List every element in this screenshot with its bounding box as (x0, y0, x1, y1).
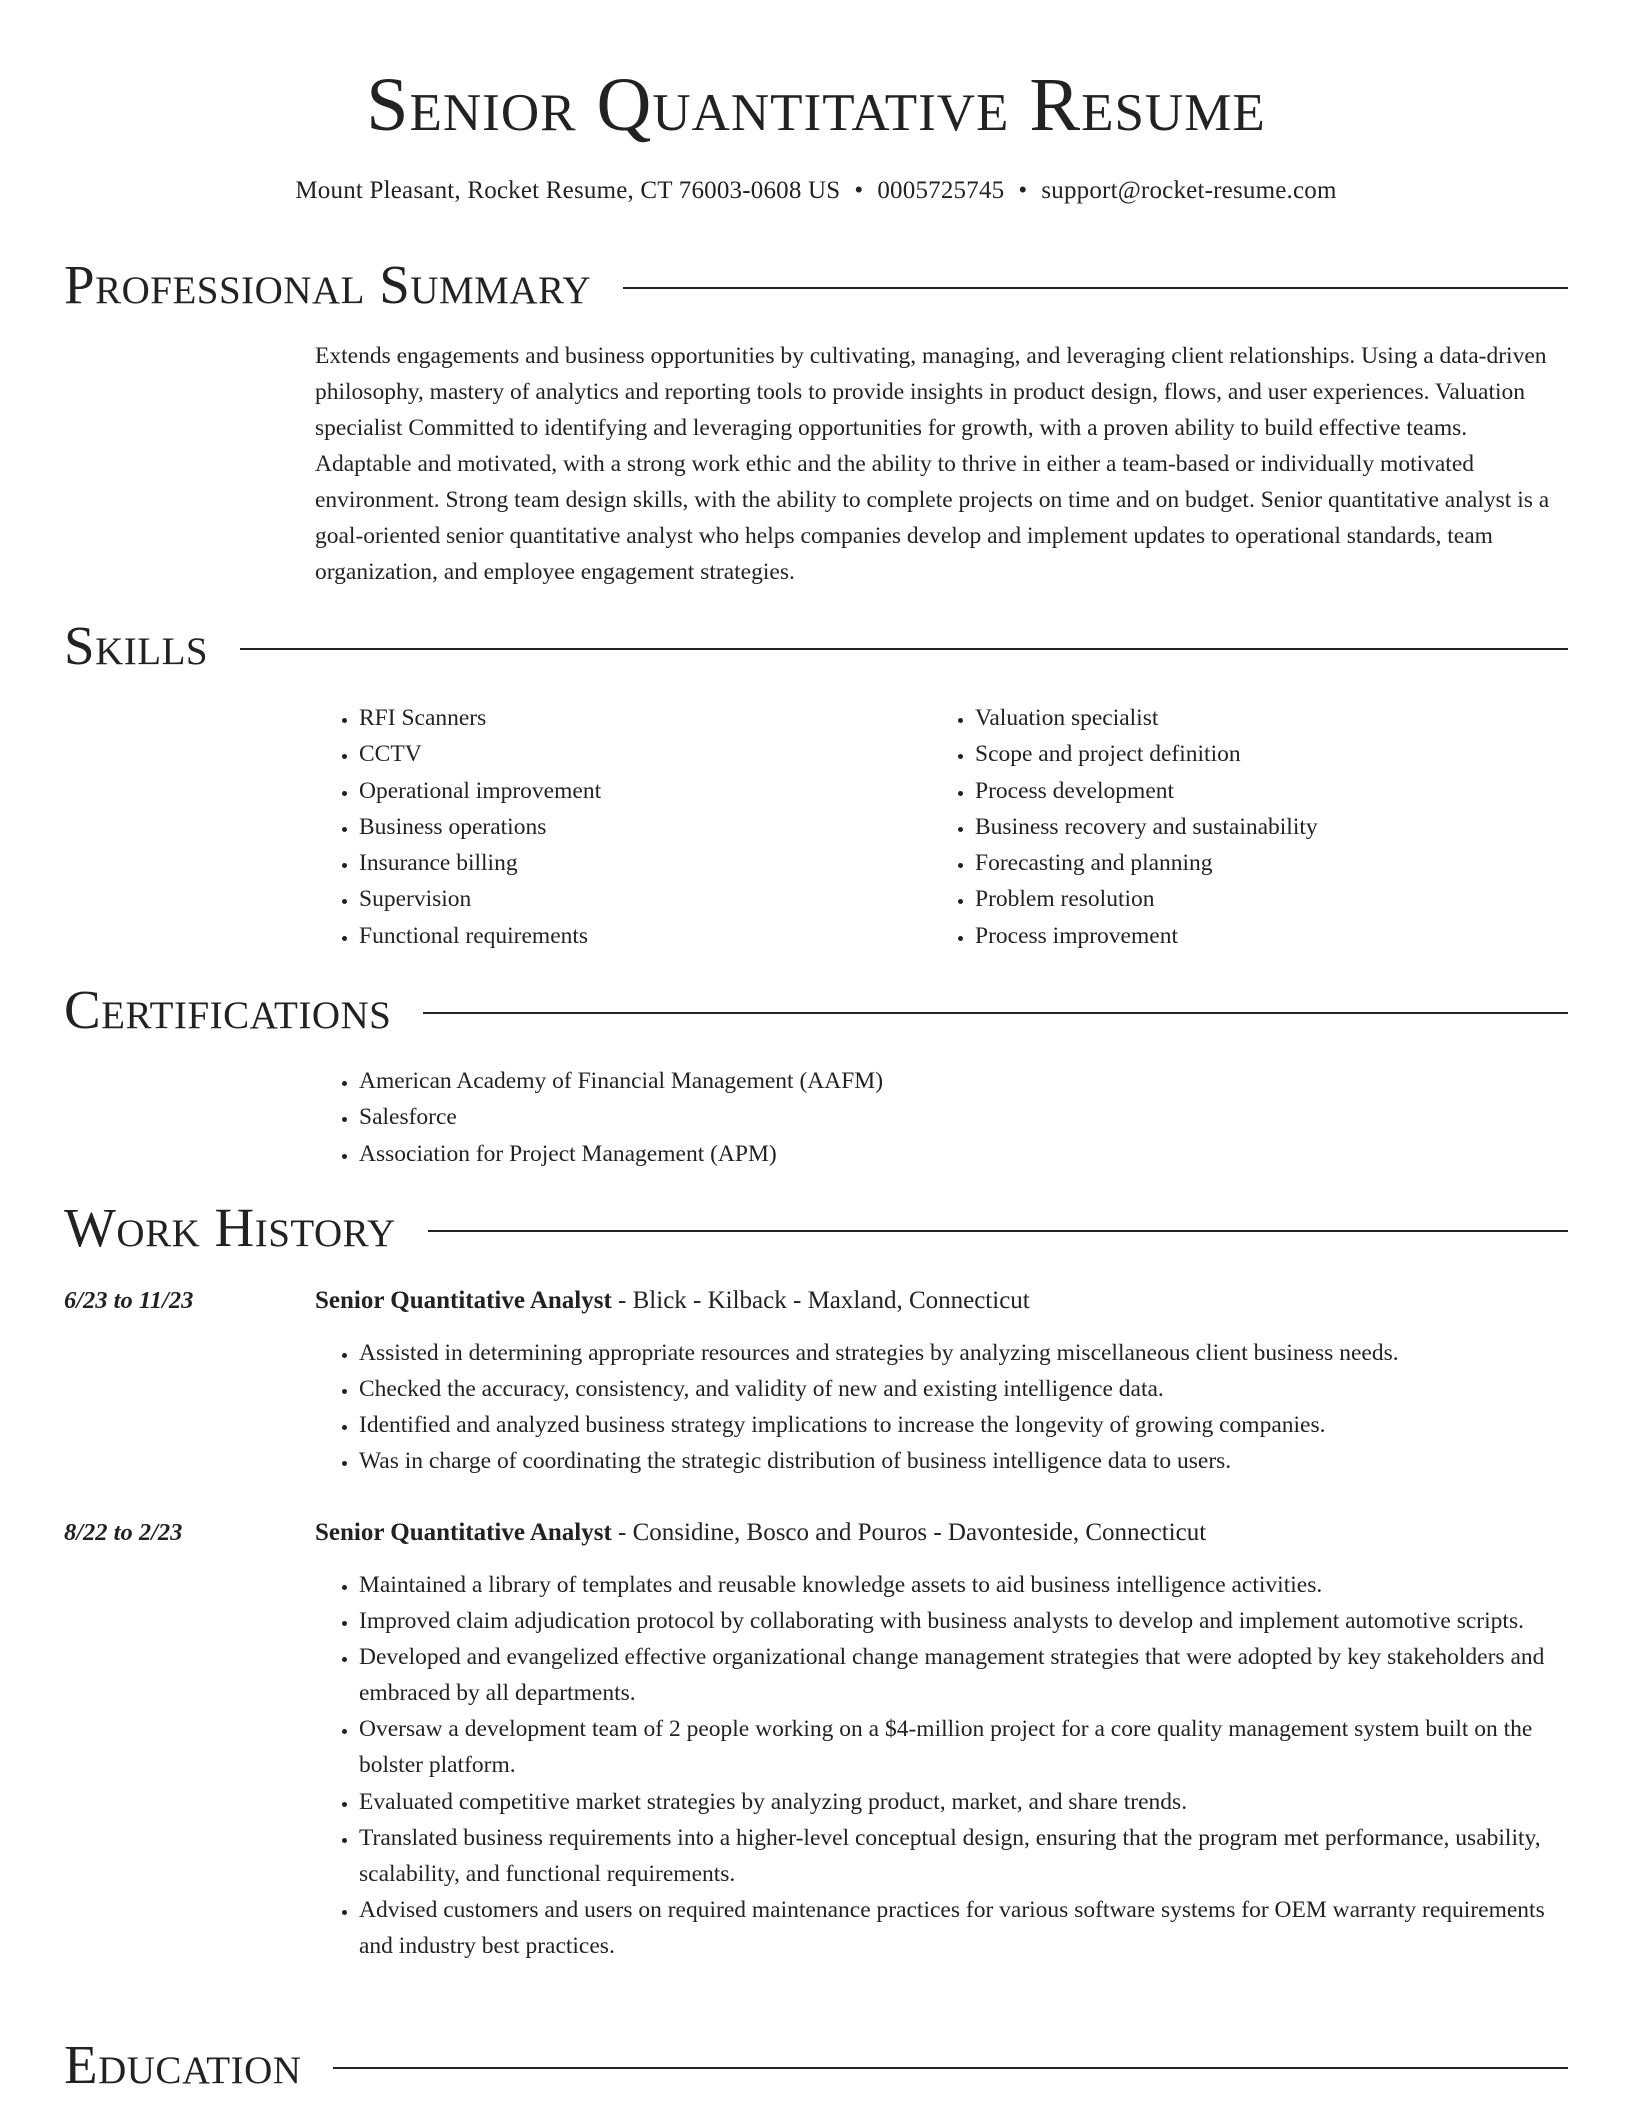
skill-item: • Operational improvement (359, 773, 915, 809)
summary-text: Extends engagements and business opportunities by cultivating, managing, and leveraging client relationships. Using a data-driven philosophy, mastery of analytics and reporting tools to provide insights in product design, flows, and user experiences. Valuation specialist Committed to identifying and leveraging opportunities for growth, with a proven ability to build effective teams. Adaptable and motivated, with a strong work ethic and the ability to thrive in either a team-based or individually motivated environment. Strong team design skills, with the ability to complete projects on time and on budget. Senior quantitative analyst is a goal-oriented senior quantitative analyst who helps companies develop and implement updates to operational standards, team organization, and employee engagement strategies. (315, 343, 1550, 585)
job-bullet: • Evaluated competitive market strategies by analyzing product, market, and share trends. (359, 1784, 1568, 1820)
section-divider (428, 1230, 1568, 1232)
skill-item: • Process development (975, 773, 1531, 809)
job-bullet: • Was in charge of coordinating the strategic distribution of business intelligence data to users. (359, 1443, 1568, 1479)
job-dates: 8/22 to 2/23 (64, 1519, 183, 1546)
section-divider (333, 2067, 1568, 2069)
section-divider (623, 287, 1568, 289)
job-bullet: • Advised customers and users on required maintenance practices for various software systems for OEM warranty requirements and industry best practices. (359, 1892, 1568, 1964)
certification-item: • Association for Project Management (APM) (359, 1136, 1568, 1172)
job-bullet: • Checked the accuracy, consistency, and validity of new and existing intelligence data. (359, 1371, 1568, 1407)
section-title: Professional Summary (64, 254, 592, 315)
section-divider (240, 648, 1568, 650)
job-bullet: • Assisted in determining appropriate resources and strategies by analyzing miscellaneous client business needs. (359, 1335, 1568, 1371)
section-work-history (64, 1193, 1568, 1263)
contact-line (0, 175, 1632, 207)
skill-item: • Supervision (359, 881, 915, 917)
skill-item: • Problem resolution (975, 881, 1531, 917)
job-bullets (315, 1335, 1568, 1479)
job-employer: - Blick - Kilback - Maxland, Connecticut (611, 1287, 1030, 1314)
certifications-list (315, 1063, 1568, 1172)
job-bullet: • Maintained a library of templates and reusable knowledge assets to aid business intelligence activities. (359, 1567, 1568, 1603)
skill-item: • Insurance billing (359, 845, 915, 881)
section-title: Skills (64, 615, 209, 676)
skill-item: • Process improvement (975, 918, 1531, 954)
certification-item: • Salesforce (359, 1099, 1568, 1135)
job-bullets (315, 1567, 1568, 1964)
skill-item: • Valuation specialist (975, 700, 1531, 736)
contact-separator: • (1018, 177, 1028, 204)
section-title: Work History (64, 1197, 396, 1258)
skill-item: • Forecasting and planning (975, 845, 1531, 881)
job-dates: 6/23 to 11/23 (64, 1287, 194, 1314)
job-heading (315, 1283, 1030, 1319)
section-skills (64, 611, 1568, 681)
job-bullet: • Translated business requirements into a higher-level conceptual design, ensuring that the program met performance, usability, scalability, and functional requirements. (359, 1820, 1568, 1892)
skills-list-left (315, 700, 915, 954)
certification-item: • American Academy of Financial Management (AAFM) (359, 1063, 1568, 1099)
skill-item: • Scope and project definition (975, 736, 1531, 772)
skill-item: • Functional requirements (359, 918, 915, 954)
job-title: Senior Quantitative Analyst (315, 1287, 612, 1314)
job-employer: - Considine, Bosco and Pouros - Davonteside, Connecticut (611, 1519, 1207, 1546)
job-bullet: • Developed and evangelized effective organizational change management strategies that were adopted by key stakeholders and embraced by all departments. (359, 1639, 1568, 1711)
contact-phone: 0005725745 (877, 177, 1005, 204)
section-title: Certifications (64, 979, 392, 1040)
skill-item: • RFI Scanners (359, 700, 915, 736)
contact-separator: • (854, 177, 864, 204)
job-bullet: • Identified and analyzed business strategy implications to increase the longevity of growing companies. (359, 1407, 1568, 1443)
contact-email[interactable]: support@rocket-resume.com (1041, 177, 1337, 204)
skill-item: • Business operations (359, 809, 915, 845)
job-bullet: • Oversaw a development team of 2 people working on a $4-million project for a core quality management system built on the bolster platform. (359, 1711, 1568, 1783)
contact-address: Mount Pleasant, Rocket Resume, CT 76003-0608 US (295, 177, 841, 204)
skills-list-right (931, 700, 1531, 954)
section-title: Education (64, 2034, 302, 2095)
resume-name: Senior Quantitative Resume (366, 63, 1266, 147)
section-professional-summary (64, 250, 1568, 320)
job-bullet: • Improved claim adjudication protocol by collaborating with business analysts to develop and implement automotive scripts. (359, 1603, 1568, 1639)
section-certifications (64, 975, 1568, 1045)
section-divider (423, 1012, 1568, 1014)
job-heading (315, 1515, 1206, 1551)
skill-item: • CCTV (359, 736, 915, 772)
section-education (64, 2030, 1568, 2100)
job-title: Senior Quantitative Analyst (315, 1519, 612, 1546)
skill-item: • Business recovery and sustainability (975, 809, 1531, 845)
